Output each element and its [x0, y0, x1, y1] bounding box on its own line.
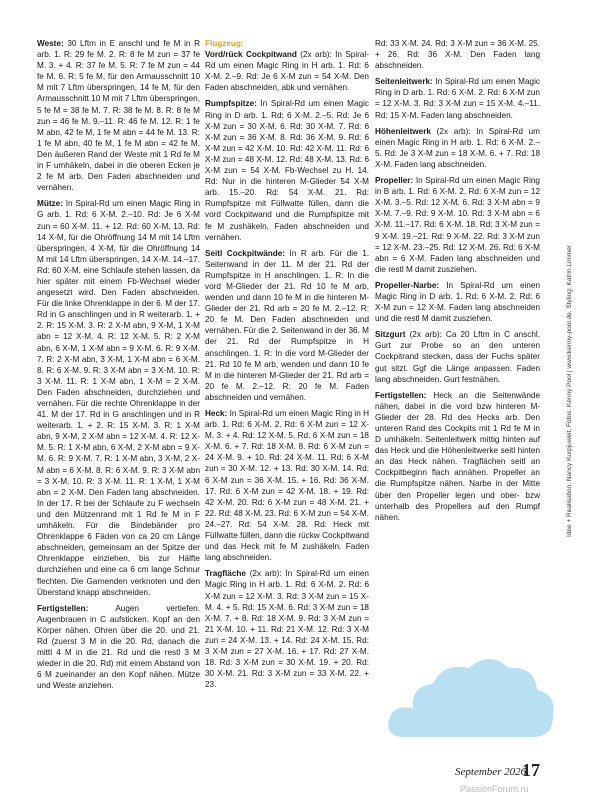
paragraph-propeller: [375, 175, 540, 275]
section-lead: Seitenleitwerk:: [375, 77, 433, 87]
section-lead: Rumpfspitze:: [205, 99, 257, 109]
text-column-2: [205, 38, 369, 695]
paragraph-text: Augen vertiefen. Augenbrauen in C aufsticken. Kopf an den Körper nähen. Ohren über die 20. und 21. Rd (zuerst 3 M in die 20. Rd, danach die mittl 4 M in die 21. Rd und die restl 3 M wieder in die 20. Rd) mit einem Abstand von 6 M zueinander an den Kopf nähen. Mütze und Weste anziehen.: [37, 603, 200, 691]
paragraph-text: (2x arb): In Spiral-Rd um einen Magic Ring in H arb. 1. Rd: 6 X-M. 2.–9. Rd: Je 6 X-M zun = 54 X-M. Den Faden abschneiden, abk und vernähen.: [205, 50, 369, 93]
paragraph-text: In Spiral-Rd um einen Magic Ring in D arb. 1. Rd: 6 X-M. 2. Rd: 6 X-M zun = 12 X-M. 3. Rd: 3 X-M zun = 15 X-M. 4.–11. Rd: 15 X-M. Faden lang abschneiden.: [375, 77, 540, 120]
paragraph-heck: [205, 408, 369, 563]
section-lead: Höhenleitwerk: [375, 126, 431, 136]
section-heading-flugzeug: Flugzeug:: [205, 39, 244, 48]
paragraph-text: 30 Lftm in E anschl und fe M in R arb. 1. R: 29 fe M. 2. R: 8 fe M zun = 37 fe M. 3. + 4. R: 37 fe M. 5. R: 7 fe M zun = 44 fe M. 6. R: 5 fe M, für den Armausschnitt 10 M mit 7 Lftm überspringen, 14 fe M, für den Armausschnitt 10 M mit 7 Lftm überspringen, 5 fe M = 38 fe M. 7. R: 38 fe M. 8. R: 8 fe M zun = 46 fe M. 9.–11. R: 46 fe M. 12. R: 1 fe M abn, 42 fe M, 1 fe M abn = 44 fe M. 13. R: 1 fe M abn, 40 fe M, 1 fe M abn = 42 fe M. Den äußeren Rand der Weste mit 1 Rd fe M in F umhäkeln, dabei in die oberen Ecken je 2 fe M arb. Den Faden abschneiden und vernähen.: [37, 39, 200, 193]
section-lead: Heck:: [205, 409, 228, 418]
section-lead: Vord/rück Cockpitwand: [205, 50, 297, 60]
section-lead: Mütze:: [37, 199, 63, 209]
paragraph-cockpitwand: [205, 49, 369, 93]
text-column-1: [37, 38, 200, 696]
paragraph-text: In Spiral-Rd um einen Magic Ring in B arb. 1. Rd: 6 X-M. 2. Rd: 6 X-M zun = 12 X-M. 3.–5. Rd: 12 X-M. 6. Rd: 3 X-M abn = 9 X-M. 7.–9. Rd: 9 X-M. 10. Rd: 3 X-M abn = 6 X-M. 11.–17. Rd: 6 X-M. 18. Rd: 3 X-M zun = 9 X-M. 19.–21. Rd: 9 X-M. 22. Rd: 3 X-M zun = 12 X-M. 23.–25. Rd: 12 X-M. 26. Rd: 6 X-M abn = 6 X-M. Faden lang abschneiden und die restl M damit zusziehen.: [375, 176, 540, 274]
paragraph-text: In Spiral-Rd um einen Magic Ring in D arb. 1. Rd: 6 X-M. 2. Rd: 6 X-M zun = 12 X-M. Faden lang abschneiden und die restl M damit zusziehen.: [375, 280, 540, 324]
cloud-illustration: [385, 632, 560, 752]
section-lead: Sitzgurt: [375, 330, 406, 340]
paragraph-muetze: [37, 198, 200, 597]
page-number: 17: [522, 760, 540, 780]
paragraph-text: (2x arb): In Spiral-Rd um einen Magic Ring in H arb. 1. Rd: 6 X-M. 2.–5. Rd: Je 3 X-M zun = 18 X-M. 6. + 7. Rd: 18 X-M. Faden lang abschneiden.: [375, 126, 540, 169]
paragraph-text: (2x arb): In Spiral-Rd um einen Magic Ring in H arb. 1. Rd: 6 X-M. 2. Rd: 6 X-M zun = 12 X-M. 3. Rd: 3 X-M zun = 15 X-M. 4. + 5. Rd: 15 X-M. 6. Rd: 3 X-M zun = 18 X-M. 7. + 8. Rd: 18 X-M. 9. Rd: 3 X-M zun = 21 X-M. 10. + 11. Rd: 21 X-M. 12. Rd: 3 X-M zun = 24 X-M. 13. + 14. Rd: 24 X-M. 15. Rd: 3 X-M zun = 27 X-M. 16. + 17. Rd: 27 X-M. 18. Rd: 3 X-M zun = 30 X-M. 19. + 20. Rd: 30 X-M. 21. Rd: 3 X-M zun = 33 X-M. 22. + 23.: [205, 569, 369, 690]
paragraph-fertigstellen: [37, 603, 200, 692]
section-lead: Tragfläche: [205, 569, 246, 579]
paragraph-text: In Spiral-Rd um einen Magic Ring in D arb. 1. Rd: 6 X-M. 2.–5. Rd: Je 6 X-M zun = 30 X-M. 6. Rd: 30 X-M. 7. Rd: 6 X-M zun = 36 X-M. 8. Rd: 36 X-M. 9. Rd: 6 X-M zun = 42 X-M. 10. Rd: 42 X-M. 11. Rd: 6 X-M zun = 48 X-M. 12. Rd: 48 X-M. 13. Rd: 6 X-M zun = 54 X-M. Fb-Wechsel zu H. 14. Rd: Nur in die hinteren M-Glieder 54 X-M arb. 15.–20. Rd: 54 X-M. 21. Rd: Rumpfspitze mit Füllwatte füllen, dann die vord Cockpitwand und die Rumpfspitze mit fe M zushäkeln. Faden abschneiden und vernähen.: [205, 99, 369, 242]
paragraph-weste: [37, 38, 200, 193]
paragraph-rumpfspitze: [205, 98, 369, 242]
credit-sidebar: Idee + Realisation: Nancy Kurpjuweit, Fotos: Kenny Pool | www.kenny-pool.de, Styling: Katrin Limmer: [566, 245, 573, 537]
paragraph-fertigstellen-2: [375, 390, 540, 523]
paragraph-text: In R arb. Für die 1. Seitenwand in der 11. M der 21. Rd der Rumpfspitze in H anschlingen. 1. R: In die vord M-Glieder der 21. Rd 10 fe M arb, wenden und dann 10 fe M in die hinteren M-Glieder der 21. Rd arb = 20 fe M. 2.–12. R: 20 fe M. Den Faden abschneiden und vernähen. Für die 2. Seitenwand in der 36. M der 21. Rd der Rumpfspitze in H anschlingen. 1. R: In die vord M-Glieder der 21. Rd 10 fe M arb, wenden und dann 10 fe M in die hinteren M-Glieder der 21. Rd arb = 20 fe M. 2.–12. R: 20 fe M. Faden abschneiden und vernähen.: [205, 248, 369, 402]
paragraph-hoehenleitwerk: [375, 126, 540, 170]
paragraph-sitzgurt: [375, 329, 540, 384]
paragraph-text: In Spiral-Rd um einen Magic Ring in H arb. 1. Rd: 6 X-M. 2. Rd: 6 X-M zun = 12 X-M. 3. + 4. Rd: 12 X-M. 5. Rd: 6 X-M zun = 18 X-M. 6. + 7. Rd: 18 X-M. 8. Rd: 6 X-M zun = 24 X-M. 9. + 10. Rd: 24 X-M. 11. Rd: 6 X-M zun = 30 X-M. 12. + 13. Rd: 30 X-M. 14. Rd: 6 X-M zun = 36 X-M. 15. + 16. Rd: 36 X-M. 17. Rd: 6 X-M zun = 42 X-M. 18. + 19. Rd: 42 X-M. 20. Rd: 6 X-M zun = 48 X-M. 21. + 22. Rd: 48 X-M. 23. Rd: 6 X-M zun = 54 X-M. 24.–27. Rd: 54 X-M. 28. Rd: Heck mit Füllwatte füllen, dann die rückw Cockpitwand und das Heck mit fe M zushäkeln. Faden lang abschneiden.: [205, 409, 369, 563]
paragraph-continuation: [375, 38, 540, 71]
paragraph-text: In Spiral-Rd um einen Magic Ring in G arb. 1. Rd: 6 X-M. 2.–10. Rd: Je 6 X-M zun = 60 X-M. 11. + 12. Rd: 60 X-M. 13. Rd: 14 X-M, für die Ohröffnung 14 M mit 14 Lftm überspringen, 4 X-M, für die Ohröffnung 14 M mit 14 Lftm überspringen, 14 X-M. 14.–17. Rd: 60 X-M, eine Schlaufe stehen lassen, da hier später mit einem Fb-Wechsel wieder angesetzt wird. Den Faden abschneiden. Für die linke Ohrenklappe in der 6. M der 17. Rd in G anschlingen und in R weiterarb. 1. + 2. R: 15 X-M. 3. R: 2 X-M abn, 9 X-M, 1 X-M abn = 12 X-M. 4. R: 12 X-M. 5. R: 2 X-M abn, 6 X-M, 1 X-M abn = 9 X-M. 6. R: 9 X-M. 7. R: 2 X-M abn, 3 X-M, 1 X-M abn = 6 X-M. 8. R: 6 X-M. 9. R: 3 X-M abn = 3 X-M. 10. R: 3 X-M. 11. R: 1 X-M abn, 1 X-M = 2 X-M. Den Faden abschneiden, durchziehen und vernähen. Für die rechte Ohrenklappe in der 41. M der 17. Rd in G anschlingen und in R weiterarb. 1. + 2. R: 15 X-M. 3. R: 1 X-M abn, 9 X-M, 2 X-M abn = 12 X-M. 4. R: 12 X-M. 5. R: 1 X-M abn, 6 X-M, 2 X-M abn = 9 X-M. 6. R: 9 X-M. 7. R: 1 X-M abn, 3 X-M, 2 X-M abn = 6 X-M. 8. R: 6 X-M. 9. R: 3 X-M abn = 3 X-M. 10. R: 3 X-M. 11. R: 1 X-M, 1 X-M abn = 2 X-M. Den Faden lang abschneiden. In der 17. R bei der Schlaufe zu F wechseln und den Mützenrand mit 1 Rd fe M in F umhäkeln. Für die Bindebänder pro Ohrenklappe 6 Fäden von ca 20 cm Länge abschneiden, gemeinsam an der Spitze der Ohrenklappe einziehen, bis zur Hälfte durchziehen und eine ca 6 cm lange Schnur flechten. Die Garnenden verknoten und den Überstand knapp abschneiden.: [37, 199, 200, 597]
paragraph-propeller-narbe: [375, 280, 540, 324]
section-lead: Propeller-Narbe:: [375, 280, 440, 290]
watermark: PassionForum.ru: [460, 784, 529, 794]
section-lead: Weste:: [37, 39, 64, 48]
paragraph-seitl-cockpitwaende: [205, 248, 369, 403]
text-column-3: [375, 38, 540, 528]
section-lead: Fertigstellen:: [37, 603, 89, 613]
section-lead: Seitl Cockpitwände:: [205, 248, 286, 258]
section-lead: Propeller:: [375, 176, 414, 186]
paragraph-seitenleitwerk: [375, 76, 540, 120]
paragraph-text: Heck an die Seitenwände nähen, dabei in die vord bzw hinteren M-Glieder der 28. Rd des Hecks arb. Den unteren Rand des Cockpits mit 1 Rd fe M in D umhäkeln. Seitenleitwerk mittig hinten auf das Heck und die Höhenleitwerke seitl hinten an das Heck nähen. Tragflächen seitl an Cockpitbeginn flach annähen. Propeller an die Rumpfspitze nähen. Narbe in der Mitte über den Propeller legen und ober- bzw unterhalb des Propellers auf den Rumpf nähen.: [375, 390, 540, 522]
paragraph-text: Rd: 33 X-M. 24. Rd: 3 X-M zun = 36 X-M. 25. + 26. Rd: 36 X-M. Den Faden lang abschneiden.: [375, 39, 540, 71]
paragraph-tragflaeche: [205, 568, 369, 690]
section-lead: Fertigstellen:: [375, 390, 427, 400]
issue-date: September 2026: [455, 766, 527, 778]
paragraph-text: (2x arb): Ca 20 Lftm in C anschl, Gurt zur Probe so an den unteren Cockpitrand stecken, dass der Fuchs später gut sitzt. Ggf die Länge anpassen. Faden lang abschneiden. Gurt festnähen.: [375, 330, 540, 384]
